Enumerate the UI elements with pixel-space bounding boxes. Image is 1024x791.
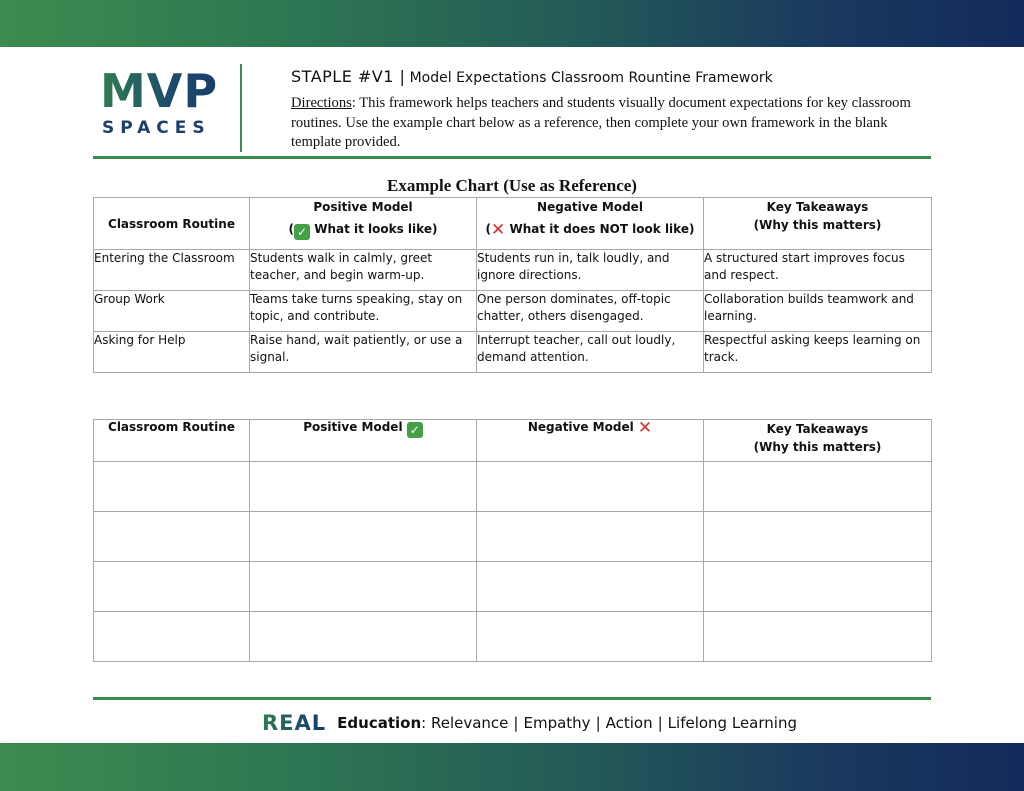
- cell-takeaway: Respectful asking keeps learning on track.: [704, 332, 932, 373]
- blank-row: [94, 512, 932, 562]
- positive-sub-text: What it looks like): [310, 222, 438, 236]
- blank-template-table: [93, 419, 932, 662]
- blank-header-positive-label: Positive Model: [303, 420, 403, 434]
- footer-label: Education: [337, 714, 422, 732]
- header-rule: [93, 156, 931, 159]
- footer-value: Action: [605, 714, 653, 732]
- bottom-gradient-band: [0, 743, 1024, 791]
- top-gradient-band: [0, 0, 1024, 47]
- header-takeaways-sub: (Why this matters): [753, 218, 882, 232]
- blank-header-takeaways-sub: (Why this matters): [753, 440, 882, 454]
- blank-row: [94, 612, 932, 662]
- cell-positive: Students walk in calmly, greet teacher, and begin warm-up.: [250, 250, 477, 291]
- blank-cell-routine[interactable]: [94, 462, 250, 512]
- footer-rule: [93, 697, 931, 700]
- real-logo: REAL: [262, 711, 327, 735]
- header-positive-sub: [250, 220, 476, 240]
- header-routine-label: Classroom Routine: [108, 216, 235, 231]
- cell-negative: One person dominates, off-topic chatter, others disengaged.: [477, 291, 704, 332]
- header: [291, 66, 931, 153]
- blank-header-positive-model: [250, 420, 477, 462]
- mvp-spaces-logo: [100, 64, 220, 138]
- blank-header-key-takeaways: [704, 420, 932, 462]
- cell-negative: Interrupt teacher, call out loudly, demand attention.: [477, 332, 704, 373]
- blank-cell-positive[interactable]: [250, 562, 477, 612]
- negative-sub-text: What it does NOT look like): [505, 222, 695, 236]
- blank-header-negative-label: Negative Model: [527, 420, 634, 434]
- header-classroom-routine: [94, 198, 250, 250]
- blank-cell-negative[interactable]: [477, 512, 704, 562]
- logo-spaces-text: SPACES: [102, 118, 211, 138]
- cell-routine: Group Work: [94, 291, 250, 332]
- footer-tagline: [337, 714, 797, 732]
- footer-separator: |: [595, 714, 601, 732]
- footer-value: Empathy: [523, 714, 591, 732]
- blank-header-takeaways-label: Key Takeaways: [766, 422, 869, 436]
- check-mark-icon: ✓: [407, 422, 423, 438]
- cell-positive: Teams take turns speaking, stay on topic, and contribute.: [250, 291, 477, 332]
- table-row: [94, 250, 932, 291]
- footer-separator: |: [657, 714, 663, 732]
- cross-mark-icon: ✕: [491, 220, 506, 240]
- footer: [262, 710, 797, 736]
- header-positive-model: [250, 198, 477, 250]
- header-key-takeaways: [704, 198, 932, 250]
- blank-cell-routine[interactable]: [94, 612, 250, 662]
- negative-open-paren: (: [485, 222, 492, 236]
- table-row: [94, 332, 932, 373]
- framework-title: Model Expectations Classroom Rountine Framework: [409, 70, 773, 86]
- footer-value: Lifelong Learning: [667, 714, 797, 732]
- blank-cell-takeaway[interactable]: [704, 462, 932, 512]
- header-divider: [240, 64, 242, 152]
- blank-header-row: [94, 420, 932, 462]
- blank-header-routine-label: Classroom Routine: [108, 420, 235, 434]
- example-chart-table: [93, 197, 932, 373]
- example-header-row: [94, 198, 932, 250]
- directions-label: Directions: [291, 95, 352, 111]
- check-mark-icon: ✓: [294, 224, 310, 240]
- blank-row: [94, 562, 932, 612]
- blank-cell-takeaway[interactable]: [704, 562, 932, 612]
- header-negative-model: [477, 198, 704, 250]
- header-negative-label: Negative Model: [537, 200, 643, 214]
- header-negative-sub: [477, 220, 703, 238]
- blank-header-negative-model: [477, 420, 704, 462]
- example-chart-title: Example Chart (Use as Reference): [387, 176, 637, 195]
- blank-cell-negative[interactable]: [477, 612, 704, 662]
- cell-takeaway: Collaboration builds teamwork and learning.: [704, 291, 932, 332]
- staple-label: STAPLE #V1 |: [291, 67, 406, 86]
- cell-routine: Entering the Classroom: [94, 250, 250, 291]
- cell-takeaway: A structured start improves focus and respect.: [704, 250, 932, 291]
- header-positive-label: Positive Model: [313, 200, 413, 214]
- directions-text: : This framework helps teachers and students visually document expectations for key classroom routines. Use the example chart below as a reference, then complete your own framework in the blank template provided.: [291, 95, 911, 150]
- blank-cell-negative[interactable]: [477, 562, 704, 612]
- blank-cell-routine[interactable]: [94, 562, 250, 612]
- footer-colon: :: [421, 714, 427, 732]
- blank-cell-takeaway[interactable]: [704, 612, 932, 662]
- cell-routine: Asking for Help: [94, 332, 250, 373]
- cell-positive: Raise hand, wait patiently, or use a signal.: [250, 332, 477, 373]
- header-takeaways-label: Key Takeaways: [766, 200, 869, 214]
- blank-cell-takeaway[interactable]: [704, 512, 932, 562]
- positive-open-paren: (: [288, 222, 295, 236]
- footer-separator: |: [513, 714, 519, 732]
- blank-header-classroom-routine: [94, 420, 250, 462]
- cross-mark-icon: ✕: [637, 418, 653, 438]
- page-title: [291, 66, 931, 89]
- table-row: [94, 291, 932, 332]
- logo-mvp-text: MVP: [100, 64, 219, 118]
- blank-cell-positive[interactable]: [250, 612, 477, 662]
- blank-row: [94, 462, 932, 512]
- cell-negative: Students run in, talk loudly, and ignore directions.: [477, 250, 704, 291]
- blank-cell-routine[interactable]: [94, 512, 250, 562]
- blank-cell-positive[interactable]: [250, 462, 477, 512]
- blank-cell-negative[interactable]: [477, 462, 704, 512]
- footer-value: Relevance: [430, 714, 509, 732]
- blank-cell-positive[interactable]: [250, 512, 477, 562]
- directions: [291, 94, 931, 153]
